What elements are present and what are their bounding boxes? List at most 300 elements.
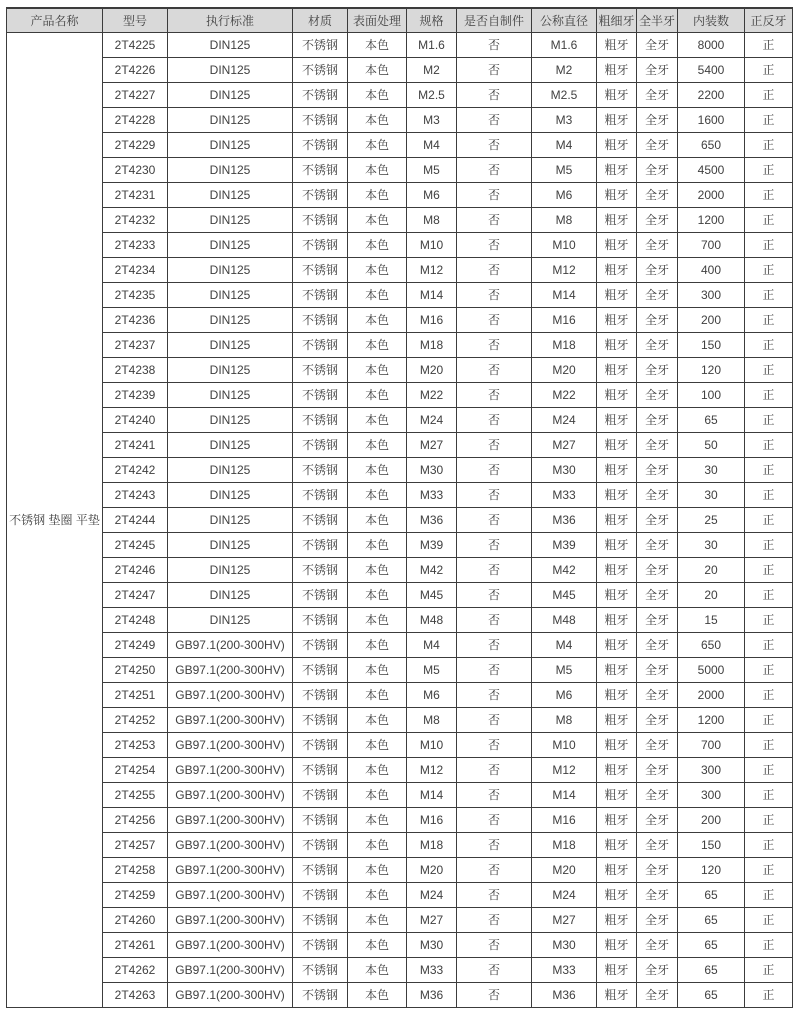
diameter-cell: M14 <box>532 782 597 807</box>
thread-pitch-cell: 粗牙 <box>597 307 637 332</box>
model-cell: 2T4229 <box>103 132 168 157</box>
thread-pitch-cell: 粗牙 <box>597 257 637 282</box>
surface-cell: 本色 <box>348 107 407 132</box>
standard-cell: GB97.1(200-300HV) <box>168 757 293 782</box>
thread-pitch-cell: 粗牙 <box>597 507 637 532</box>
material-cell: 不锈钢 <box>293 382 348 407</box>
material-cell: 不锈钢 <box>293 57 348 82</box>
table-row <box>7 632 793 657</box>
thread-length-cell: 全牙 <box>637 282 678 307</box>
thread-direction-cell: 正 <box>745 182 793 207</box>
thread-direction-cell: 正 <box>745 507 793 532</box>
self-made-cell: 否 <box>457 882 532 907</box>
thread-pitch-cell: 粗牙 <box>597 332 637 357</box>
thread-direction-cell: 正 <box>745 532 793 557</box>
self-made-cell: 否 <box>457 57 532 82</box>
thread-length-cell: 全牙 <box>637 57 678 82</box>
diameter-cell: M39 <box>532 532 597 557</box>
quantity-cell: 1600 <box>678 107 745 132</box>
model-cell: 2T4253 <box>103 732 168 757</box>
self-made-cell: 否 <box>457 732 532 757</box>
table-row <box>7 457 793 482</box>
model-cell: 2T4245 <box>103 532 168 557</box>
diameter-cell: M36 <box>532 982 597 1007</box>
thread-direction-cell: 正 <box>745 457 793 482</box>
table-row <box>7 657 793 682</box>
spec-cell: M2.5 <box>407 82 457 107</box>
thread-length-cell: 全牙 <box>637 732 678 757</box>
diameter-cell: M3 <box>532 107 597 132</box>
thread-pitch-cell: 粗牙 <box>597 382 637 407</box>
thread-direction-cell: 正 <box>745 807 793 832</box>
thread-pitch-cell: 粗牙 <box>597 732 637 757</box>
standard-cell: DIN125 <box>168 207 293 232</box>
spec-cell: M4 <box>407 132 457 157</box>
table-row <box>7 307 793 332</box>
surface-cell: 本色 <box>348 157 407 182</box>
product-name-cell: 不锈钢 垫圈 平垫 <box>7 32 103 1007</box>
diameter-cell: M33 <box>532 482 597 507</box>
spec-cell: M3 <box>407 107 457 132</box>
quantity-cell: 65 <box>678 407 745 432</box>
model-cell: 2T4246 <box>103 557 168 582</box>
diameter-cell: M33 <box>532 957 597 982</box>
column-header-standard: 执行标准 <box>168 8 293 32</box>
thread-length-cell: 全牙 <box>637 907 678 932</box>
thread-pitch-cell: 粗牙 <box>597 107 637 132</box>
standard-cell: DIN125 <box>168 557 293 582</box>
thread-length-cell: 全牙 <box>637 957 678 982</box>
material-cell: 不锈钢 <box>293 457 348 482</box>
thread-length-cell: 全牙 <box>637 557 678 582</box>
column-header-nominal-diameter: 公称直径 <box>532 8 597 32</box>
thread-length-cell: 全牙 <box>637 207 678 232</box>
self-made-cell: 否 <box>457 382 532 407</box>
thread-length-cell: 全牙 <box>637 357 678 382</box>
thread-pitch-cell: 粗牙 <box>597 432 637 457</box>
material-cell: 不锈钢 <box>293 282 348 307</box>
spec-cell: M10 <box>407 232 457 257</box>
surface-cell: 本色 <box>348 382 407 407</box>
surface-cell: 本色 <box>348 457 407 482</box>
table-header <box>7 8 793 32</box>
surface-cell: 本色 <box>348 432 407 457</box>
self-made-cell: 否 <box>457 932 532 957</box>
thread-length-cell: 全牙 <box>637 682 678 707</box>
quantity-cell: 50 <box>678 432 745 457</box>
material-cell: 不锈钢 <box>293 807 348 832</box>
table-row <box>7 907 793 932</box>
standard-cell: DIN125 <box>168 282 293 307</box>
self-made-cell: 否 <box>457 907 532 932</box>
standard-cell: DIN125 <box>168 182 293 207</box>
quantity-cell: 300 <box>678 782 745 807</box>
spec-cell: M8 <box>407 207 457 232</box>
diameter-cell: M42 <box>532 557 597 582</box>
material-cell: 不锈钢 <box>293 932 348 957</box>
diameter-cell: M5 <box>532 657 597 682</box>
thread-direction-cell: 正 <box>745 57 793 82</box>
model-cell: 2T4225 <box>103 32 168 57</box>
standard-cell: GB97.1(200-300HV) <box>168 732 293 757</box>
model-cell: 2T4227 <box>103 82 168 107</box>
diameter-cell: M8 <box>532 207 597 232</box>
table-row <box>7 257 793 282</box>
model-cell: 2T4261 <box>103 932 168 957</box>
thread-direction-cell: 正 <box>745 907 793 932</box>
column-header-thread-pitch: 粗细牙 <box>597 8 637 32</box>
self-made-cell: 否 <box>457 307 532 332</box>
surface-cell: 本色 <box>348 907 407 932</box>
diameter-cell: M10 <box>532 232 597 257</box>
thread-direction-cell: 正 <box>745 32 793 57</box>
model-cell: 2T4247 <box>103 582 168 607</box>
thread-direction-cell: 正 <box>745 307 793 332</box>
surface-cell: 本色 <box>348 582 407 607</box>
material-cell: 不锈钢 <box>293 657 348 682</box>
spec-cell: M33 <box>407 957 457 982</box>
spec-cell: M18 <box>407 832 457 857</box>
thread-pitch-cell: 粗牙 <box>597 357 637 382</box>
column-header-surface-treatment: 表面处理 <box>348 8 407 32</box>
column-header-pack-quantity: 内装数 <box>678 8 745 32</box>
surface-cell: 本色 <box>348 82 407 107</box>
model-cell: 2T4235 <box>103 282 168 307</box>
model-cell: 2T4241 <box>103 432 168 457</box>
thread-direction-cell: 正 <box>745 682 793 707</box>
material-cell: 不锈钢 <box>293 207 348 232</box>
standard-cell: DIN125 <box>168 132 293 157</box>
table-row <box>7 582 793 607</box>
thread-pitch-cell: 粗牙 <box>597 207 637 232</box>
surface-cell: 本色 <box>348 557 407 582</box>
material-cell: 不锈钢 <box>293 157 348 182</box>
quantity-cell: 300 <box>678 757 745 782</box>
self-made-cell: 否 <box>457 982 532 1007</box>
quantity-cell: 20 <box>678 582 745 607</box>
thread-length-cell: 全牙 <box>637 32 678 57</box>
quantity-cell: 30 <box>678 532 745 557</box>
thread-pitch-cell: 粗牙 <box>597 807 637 832</box>
diameter-cell: M1.6 <box>532 32 597 57</box>
material-cell: 不锈钢 <box>293 857 348 882</box>
self-made-cell: 否 <box>457 482 532 507</box>
diameter-cell: M27 <box>532 907 597 932</box>
table-body <box>7 32 793 1007</box>
thread-length-cell: 全牙 <box>637 607 678 632</box>
table-row <box>7 957 793 982</box>
surface-cell: 本色 <box>348 282 407 307</box>
self-made-cell: 否 <box>457 807 532 832</box>
diameter-cell: M10 <box>532 732 597 757</box>
thread-direction-cell: 正 <box>745 882 793 907</box>
table-row <box>7 807 793 832</box>
diameter-cell: M16 <box>532 307 597 332</box>
table-row <box>7 832 793 857</box>
thread-length-cell: 全牙 <box>637 807 678 832</box>
model-cell: 2T4259 <box>103 882 168 907</box>
table-row <box>7 532 793 557</box>
model-cell: 2T4237 <box>103 332 168 357</box>
model-cell: 2T4252 <box>103 707 168 732</box>
material-cell: 不锈钢 <box>293 757 348 782</box>
diameter-cell: M30 <box>532 457 597 482</box>
standard-cell: DIN125 <box>168 107 293 132</box>
quantity-cell: 5400 <box>678 57 745 82</box>
diameter-cell: M4 <box>532 632 597 657</box>
material-cell: 不锈钢 <box>293 707 348 732</box>
quantity-cell: 65 <box>678 957 745 982</box>
diameter-cell: M16 <box>532 807 597 832</box>
thread-direction-cell: 正 <box>745 657 793 682</box>
surface-cell: 本色 <box>348 482 407 507</box>
diameter-cell: M24 <box>532 407 597 432</box>
standard-cell: DIN125 <box>168 507 293 532</box>
table-row <box>7 107 793 132</box>
model-cell: 2T4230 <box>103 157 168 182</box>
spec-cell: M6 <box>407 182 457 207</box>
quantity-cell: 25 <box>678 507 745 532</box>
table-row <box>7 882 793 907</box>
spec-cell: M2 <box>407 57 457 82</box>
diameter-cell: M48 <box>532 607 597 632</box>
thread-length-cell: 全牙 <box>637 632 678 657</box>
surface-cell: 本色 <box>348 307 407 332</box>
self-made-cell: 否 <box>457 332 532 357</box>
table-row <box>7 432 793 457</box>
standard-cell: DIN125 <box>168 482 293 507</box>
spec-cell: M14 <box>407 282 457 307</box>
column-header-material: 材质 <box>293 8 348 32</box>
column-header-specification: 规格 <box>407 8 457 32</box>
thread-pitch-cell: 粗牙 <box>597 932 637 957</box>
thread-pitch-cell: 粗牙 <box>597 82 637 107</box>
quantity-cell: 200 <box>678 807 745 832</box>
self-made-cell: 否 <box>457 257 532 282</box>
thread-pitch-cell: 粗牙 <box>597 832 637 857</box>
self-made-cell: 否 <box>457 432 532 457</box>
surface-cell: 本色 <box>348 782 407 807</box>
model-cell: 2T4249 <box>103 632 168 657</box>
diameter-cell: M2.5 <box>532 82 597 107</box>
surface-cell: 本色 <box>348 832 407 857</box>
quantity-cell: 65 <box>678 982 745 1007</box>
self-made-cell: 否 <box>457 132 532 157</box>
thread-length-cell: 全牙 <box>637 882 678 907</box>
thread-direction-cell: 正 <box>745 732 793 757</box>
thread-pitch-cell: 粗牙 <box>597 407 637 432</box>
standard-cell: DIN125 <box>168 607 293 632</box>
surface-cell: 本色 <box>348 932 407 957</box>
self-made-cell: 否 <box>457 457 532 482</box>
quantity-cell: 2000 <box>678 182 745 207</box>
self-made-cell: 否 <box>457 182 532 207</box>
model-cell: 2T4258 <box>103 857 168 882</box>
model-cell: 2T4231 <box>103 182 168 207</box>
model-cell: 2T4254 <box>103 757 168 782</box>
surface-cell: 本色 <box>348 207 407 232</box>
thread-direction-cell: 正 <box>745 557 793 582</box>
thread-pitch-cell: 粗牙 <box>597 782 637 807</box>
model-cell: 2T4262 <box>103 957 168 982</box>
self-made-cell: 否 <box>457 557 532 582</box>
table-row <box>7 357 793 382</box>
surface-cell: 本色 <box>348 657 407 682</box>
table-row <box>7 682 793 707</box>
thread-pitch-cell: 粗牙 <box>597 57 637 82</box>
spec-cell: M22 <box>407 382 457 407</box>
table-row <box>7 282 793 307</box>
self-made-cell: 否 <box>457 957 532 982</box>
thread-length-cell: 全牙 <box>637 857 678 882</box>
spec-cell: M24 <box>407 882 457 907</box>
table-row <box>7 207 793 232</box>
surface-cell: 本色 <box>348 32 407 57</box>
self-made-cell: 否 <box>457 757 532 782</box>
spec-cell: M8 <box>407 707 457 732</box>
thread-pitch-cell: 粗牙 <box>597 632 637 657</box>
standard-cell: DIN125 <box>168 582 293 607</box>
model-cell: 2T4260 <box>103 907 168 932</box>
spec-cell: M27 <box>407 907 457 932</box>
thread-length-cell: 全牙 <box>637 832 678 857</box>
spec-cell: M10 <box>407 732 457 757</box>
table-row <box>7 332 793 357</box>
table-row <box>7 932 793 957</box>
standard-cell: DIN125 <box>168 532 293 557</box>
thread-pitch-cell: 粗牙 <box>597 582 637 607</box>
model-cell: 2T4244 <box>103 507 168 532</box>
material-cell: 不锈钢 <box>293 82 348 107</box>
quantity-cell: 20 <box>678 557 745 582</box>
thread-length-cell: 全牙 <box>637 482 678 507</box>
standard-cell: GB97.1(200-300HV) <box>168 707 293 732</box>
table-row <box>7 557 793 582</box>
quantity-cell: 150 <box>678 332 745 357</box>
thread-pitch-cell: 粗牙 <box>597 282 637 307</box>
diameter-cell: M2 <box>532 57 597 82</box>
material-cell: 不锈钢 <box>293 582 348 607</box>
table-row <box>7 182 793 207</box>
thread-length-cell: 全牙 <box>637 82 678 107</box>
table-row <box>7 157 793 182</box>
thread-direction-cell: 正 <box>745 157 793 182</box>
thread-pitch-cell: 粗牙 <box>597 182 637 207</box>
spec-cell: M45 <box>407 582 457 607</box>
column-header-thread-length: 全半牙 <box>637 8 678 32</box>
table-row <box>7 232 793 257</box>
thread-direction-cell: 正 <box>745 982 793 1007</box>
quantity-cell: 65 <box>678 907 745 932</box>
diameter-cell: M18 <box>532 332 597 357</box>
thread-pitch-cell: 粗牙 <box>597 982 637 1007</box>
spec-cell: M16 <box>407 307 457 332</box>
standard-cell: DIN125 <box>168 232 293 257</box>
spec-cell: M30 <box>407 932 457 957</box>
table-row <box>7 707 793 732</box>
diameter-cell: M20 <box>532 357 597 382</box>
thread-pitch-cell: 粗牙 <box>597 232 637 257</box>
thread-length-cell: 全牙 <box>637 932 678 957</box>
thread-length-cell: 全牙 <box>637 757 678 782</box>
thread-pitch-cell: 粗牙 <box>597 607 637 632</box>
surface-cell: 本色 <box>348 182 407 207</box>
self-made-cell: 否 <box>457 582 532 607</box>
model-cell: 2T4255 <box>103 782 168 807</box>
standard-cell: GB97.1(200-300HV) <box>168 907 293 932</box>
spec-cell: M36 <box>407 507 457 532</box>
standard-cell: DIN125 <box>168 307 293 332</box>
surface-cell: 本色 <box>348 257 407 282</box>
surface-cell: 本色 <box>348 57 407 82</box>
surface-cell: 本色 <box>348 982 407 1007</box>
thread-pitch-cell: 粗牙 <box>597 707 637 732</box>
surface-cell: 本色 <box>348 507 407 532</box>
model-cell: 2T4232 <box>103 207 168 232</box>
standard-cell: DIN125 <box>168 357 293 382</box>
thread-pitch-cell: 粗牙 <box>597 682 637 707</box>
surface-cell: 本色 <box>348 707 407 732</box>
standard-cell: GB97.1(200-300HV) <box>168 682 293 707</box>
surface-cell: 本色 <box>348 807 407 832</box>
diameter-cell: M6 <box>532 682 597 707</box>
diameter-cell: M24 <box>532 882 597 907</box>
surface-cell: 本色 <box>348 532 407 557</box>
table-row <box>7 607 793 632</box>
self-made-cell: 否 <box>457 857 532 882</box>
model-cell: 2T4251 <box>103 682 168 707</box>
standard-cell: GB97.1(200-300HV) <box>168 632 293 657</box>
surface-cell: 本色 <box>348 232 407 257</box>
standard-cell: GB97.1(200-300HV) <box>168 982 293 1007</box>
thread-pitch-cell: 粗牙 <box>597 482 637 507</box>
standard-cell: GB97.1(200-300HV) <box>168 857 293 882</box>
material-cell: 不锈钢 <box>293 357 348 382</box>
model-cell: 2T4236 <box>103 307 168 332</box>
thread-length-cell: 全牙 <box>637 382 678 407</box>
spec-cell: M18 <box>407 332 457 357</box>
thread-pitch-cell: 粗牙 <box>597 957 637 982</box>
spec-cell: M33 <box>407 482 457 507</box>
model-cell: 2T4250 <box>103 657 168 682</box>
quantity-cell: 150 <box>678 832 745 857</box>
quantity-cell: 700 <box>678 732 745 757</box>
surface-cell: 本色 <box>348 682 407 707</box>
column-header-model: 型号 <box>103 8 168 32</box>
material-cell: 不锈钢 <box>293 557 348 582</box>
self-made-cell: 否 <box>457 407 532 432</box>
standard-cell: DIN125 <box>168 82 293 107</box>
spec-cell: M5 <box>407 157 457 182</box>
thread-length-cell: 全牙 <box>637 257 678 282</box>
quantity-cell: 300 <box>678 282 745 307</box>
standard-cell: DIN125 <box>168 332 293 357</box>
thread-length-cell: 全牙 <box>637 182 678 207</box>
thread-direction-cell: 正 <box>745 382 793 407</box>
model-cell: 2T4240 <box>103 407 168 432</box>
surface-cell: 本色 <box>348 357 407 382</box>
quantity-cell: 8000 <box>678 32 745 57</box>
spec-cell: M6 <box>407 682 457 707</box>
thread-pitch-cell: 粗牙 <box>597 857 637 882</box>
spec-cell: M39 <box>407 532 457 557</box>
model-cell: 2T4239 <box>103 382 168 407</box>
material-cell: 不锈钢 <box>293 532 348 557</box>
self-made-cell: 否 <box>457 82 532 107</box>
thread-length-cell: 全牙 <box>637 457 678 482</box>
spec-cell: M27 <box>407 432 457 457</box>
material-cell: 不锈钢 <box>293 257 348 282</box>
